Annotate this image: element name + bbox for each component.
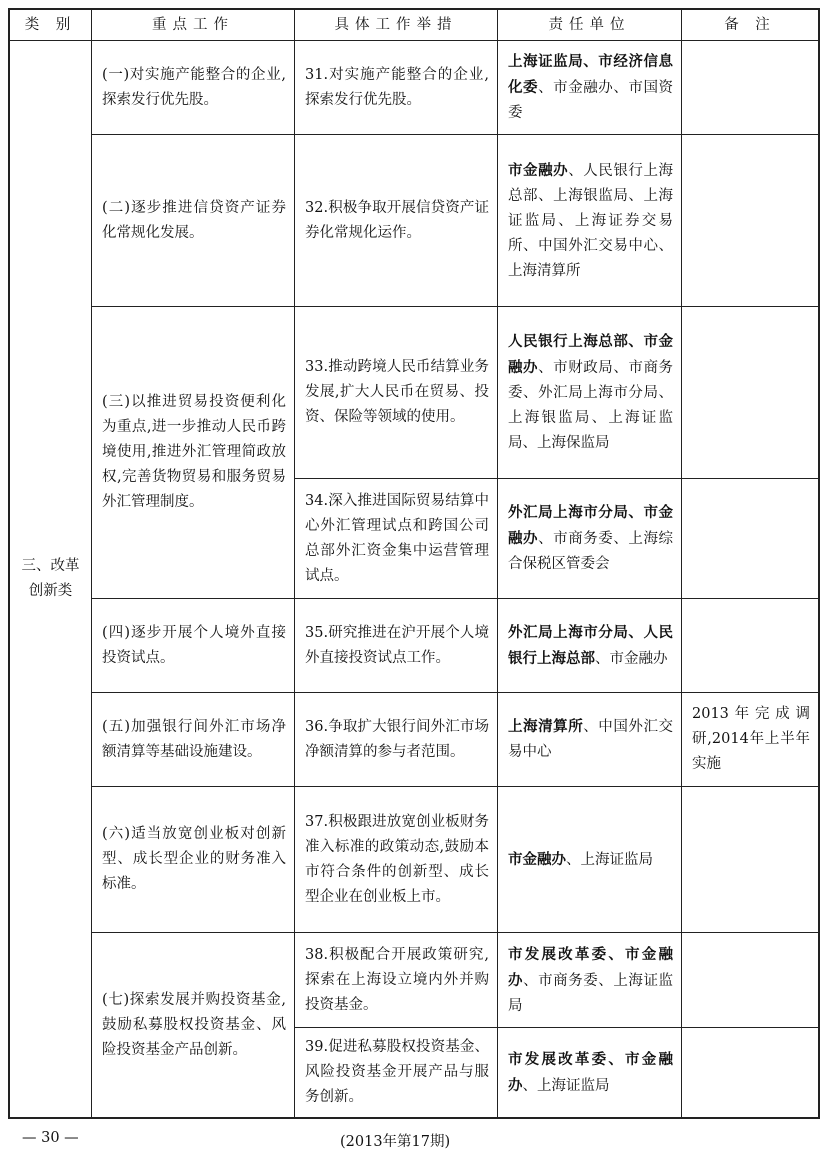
note-cell xyxy=(682,599,819,693)
key-work-cell: (六)适当放宽创业板对创新型、成长型企业的财务准入标准。 xyxy=(92,787,295,933)
units-cell: 市发展改革委、市金融办、上海证监局 xyxy=(498,1028,682,1118)
table-row xyxy=(10,307,819,479)
units-cell: 市金融办、人民银行上海总部、上海银监局、上海证监局、上海证券交易所、中国外汇交易中心、上海清算所 xyxy=(498,135,682,307)
table-row xyxy=(10,135,819,307)
header-measures: 具体工作举措 xyxy=(295,10,498,41)
key-work-cell: (一)对实施产能整合的企业,探索发行优先股。 xyxy=(92,41,295,135)
measure-cell: 31.对实施产能整合的企业,探索发行优先股。 xyxy=(295,41,498,135)
note-cell xyxy=(682,1028,819,1118)
key-work-cell: (七)探索发展并购投资基金,鼓励私募股权投资基金、风险投资基金产品创新。 xyxy=(92,933,295,1118)
units-cell: 市金融办、上海证监局 xyxy=(498,787,682,933)
measure-cell: 36.争取扩大银行间外汇市场净额清算的参与者范围。 xyxy=(295,693,498,787)
table-row xyxy=(10,41,819,135)
issue-label: (2013年第17期) xyxy=(340,1134,451,1150)
units-cell: 外汇局上海市分局、人民银行上海总部、市金融办 xyxy=(498,599,682,693)
units-cell: 上海证监局、市经济信息化委、市金融办、市国资委 xyxy=(498,41,682,135)
measure-cell: 32.积极争取开展信贷资产证券化常规化运作。 xyxy=(295,135,498,307)
key-work-cell: (二)逐步推进信贷资产证券化常规化发展。 xyxy=(92,135,295,307)
page-number: — 30 — xyxy=(22,1130,79,1146)
policy-table xyxy=(9,9,819,1118)
units-cell: 上海清算所、中国外汇交易中心 xyxy=(498,693,682,787)
header-row xyxy=(10,10,819,41)
measure-cell: 39.促进私募股权投资基金、风险投资基金开展产品与服务创新。 xyxy=(295,1028,498,1118)
header-category: 类 别 xyxy=(10,10,92,41)
header-units: 责任单位 xyxy=(498,10,682,41)
note-cell xyxy=(682,933,819,1028)
note-cell xyxy=(682,479,819,599)
table-row xyxy=(10,787,819,933)
header-notes: 备 注 xyxy=(682,10,819,41)
table-row xyxy=(10,693,819,787)
measure-cell: 35.研究推进在沪开展个人境外直接投资试点工作。 xyxy=(295,599,498,693)
category-label: 三、改革 创新类 xyxy=(21,558,80,599)
key-work-cell: (五)加强银行间外汇市场净额清算等基础设施建设。 xyxy=(92,693,295,787)
key-work-cell: (四)逐步开展个人境外直接投资试点。 xyxy=(92,599,295,693)
note-cell xyxy=(682,135,819,307)
note-cell xyxy=(682,787,819,933)
note-cell xyxy=(682,41,819,135)
note-cell: 2013年完成调研,2014年上半年实施 xyxy=(682,693,819,787)
measure-cell: 37.积极跟进放宽创业板财务准入标准的政策动态,鼓励本市符合条件的创新型、成长型企业在创业板上市。 xyxy=(295,787,498,933)
units-cell: 人民银行上海总部、市金融办、市财政局、市商务委、外汇局上海市分局、上海银监局、上海证监局、上海保监局 xyxy=(498,307,682,479)
table-row xyxy=(10,599,819,693)
note-cell xyxy=(682,307,819,479)
measure-cell: 38.积极配合开展政策研究,探索在上海设立境内外并购投资基金。 xyxy=(295,933,498,1028)
measure-cell: 33.推动跨境人民币结算业务发展,扩大人民币在贸易、投资、保险等领域的使用。 xyxy=(295,307,498,479)
header-key-work: 重点工作 xyxy=(92,10,295,41)
units-cell: 外汇局上海市分局、市金融办、市商务委、上海综合保税区管委会 xyxy=(498,479,682,599)
table-row xyxy=(10,933,819,1028)
units-cell: 市发展改革委、市金融办、市商务委、上海证监局 xyxy=(498,933,682,1028)
key-work-cell: (三)以推进贸易投资便利化为重点,进一步推动人民币跨境使用,推进外汇管理简政放权,完善货物贸易和服务贸易外汇管理制度。 xyxy=(92,307,295,599)
category-cell xyxy=(10,41,92,1118)
measure-cell: 34.深入推进国际贸易结算中心外汇管理试点和跨国公司总部外汇资金集中运营管理试点。 xyxy=(295,479,498,599)
